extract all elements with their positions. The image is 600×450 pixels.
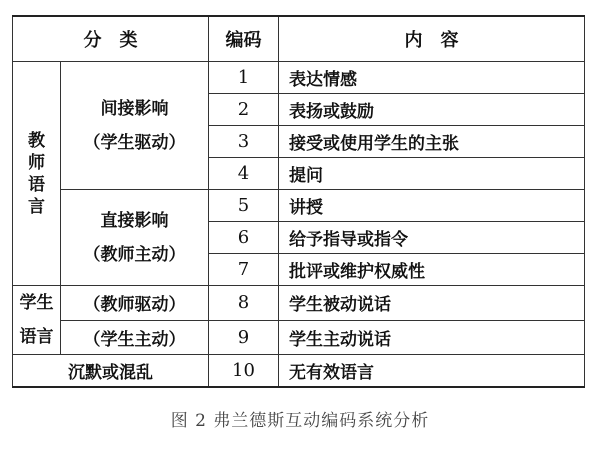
content-cell: 表扬或鼓励 [279,94,585,126]
content-cell: 学生主动说话 [279,320,585,355]
student-talk-label-line1: 学生 [19,293,54,313]
table-row [13,286,585,321]
code-cell: 1 [209,62,279,94]
table-row [13,190,585,222]
code-cell: 8 [209,286,279,321]
code-cell: 3 [209,126,279,158]
content-cell: 学生被动说话 [279,286,585,321]
table-row [13,355,585,388]
teacher-talk-char: 言 [28,196,45,217]
teacher-talk-label [13,62,61,286]
table-header-row [13,16,585,62]
code-cell: 5 [209,190,279,222]
teacher-driven-label: （教师驱动） [61,286,209,321]
student-initiated-label: （学生主动） [61,320,209,355]
header-content: 内 容 [279,16,585,62]
content-cell: 给予指导或指令 [279,222,585,254]
silence-label: 沉默或混乱 [13,355,209,388]
code-cell: 2 [209,94,279,126]
code-cell: 9 [209,320,279,355]
direct-influence-cell [61,190,209,286]
content-cell: 批评或维护权威性 [279,254,585,286]
student-talk-label-line2: 语言 [19,327,54,347]
code-cell: 10 [209,355,279,388]
student-talk-label [13,286,61,355]
content-cell: 无有效语言 [279,355,585,388]
flanders-coding-table [12,15,585,388]
indirect-influence-cell [61,62,209,190]
code-cell: 4 [209,158,279,190]
indirect-influence-sub: （学生驱动） [83,132,186,153]
teacher-talk-char: 语 [28,174,45,195]
table-row [13,62,585,94]
indirect-influence-label: 间接影响 [100,98,169,119]
content-cell: 提问 [279,158,585,190]
header-code: 编码 [209,16,279,62]
content-cell: 接受或使用学生的主张 [279,126,585,158]
direct-influence-label: 直接影响 [100,210,169,231]
teacher-talk-char: 师 [28,152,45,173]
content-cell: 讲授 [279,190,585,222]
figure-caption: 图 2 弗兰德斯互动编码系统分析 [170,411,430,431]
teacher-talk-char: 教 [28,130,45,151]
code-cell: 6 [209,222,279,254]
table-row [13,320,585,355]
direct-influence-sub: （教师主动） [83,244,186,265]
content-cell: 表达情感 [279,62,585,94]
code-cell: 7 [209,254,279,286]
header-category: 分 类 [13,16,209,62]
